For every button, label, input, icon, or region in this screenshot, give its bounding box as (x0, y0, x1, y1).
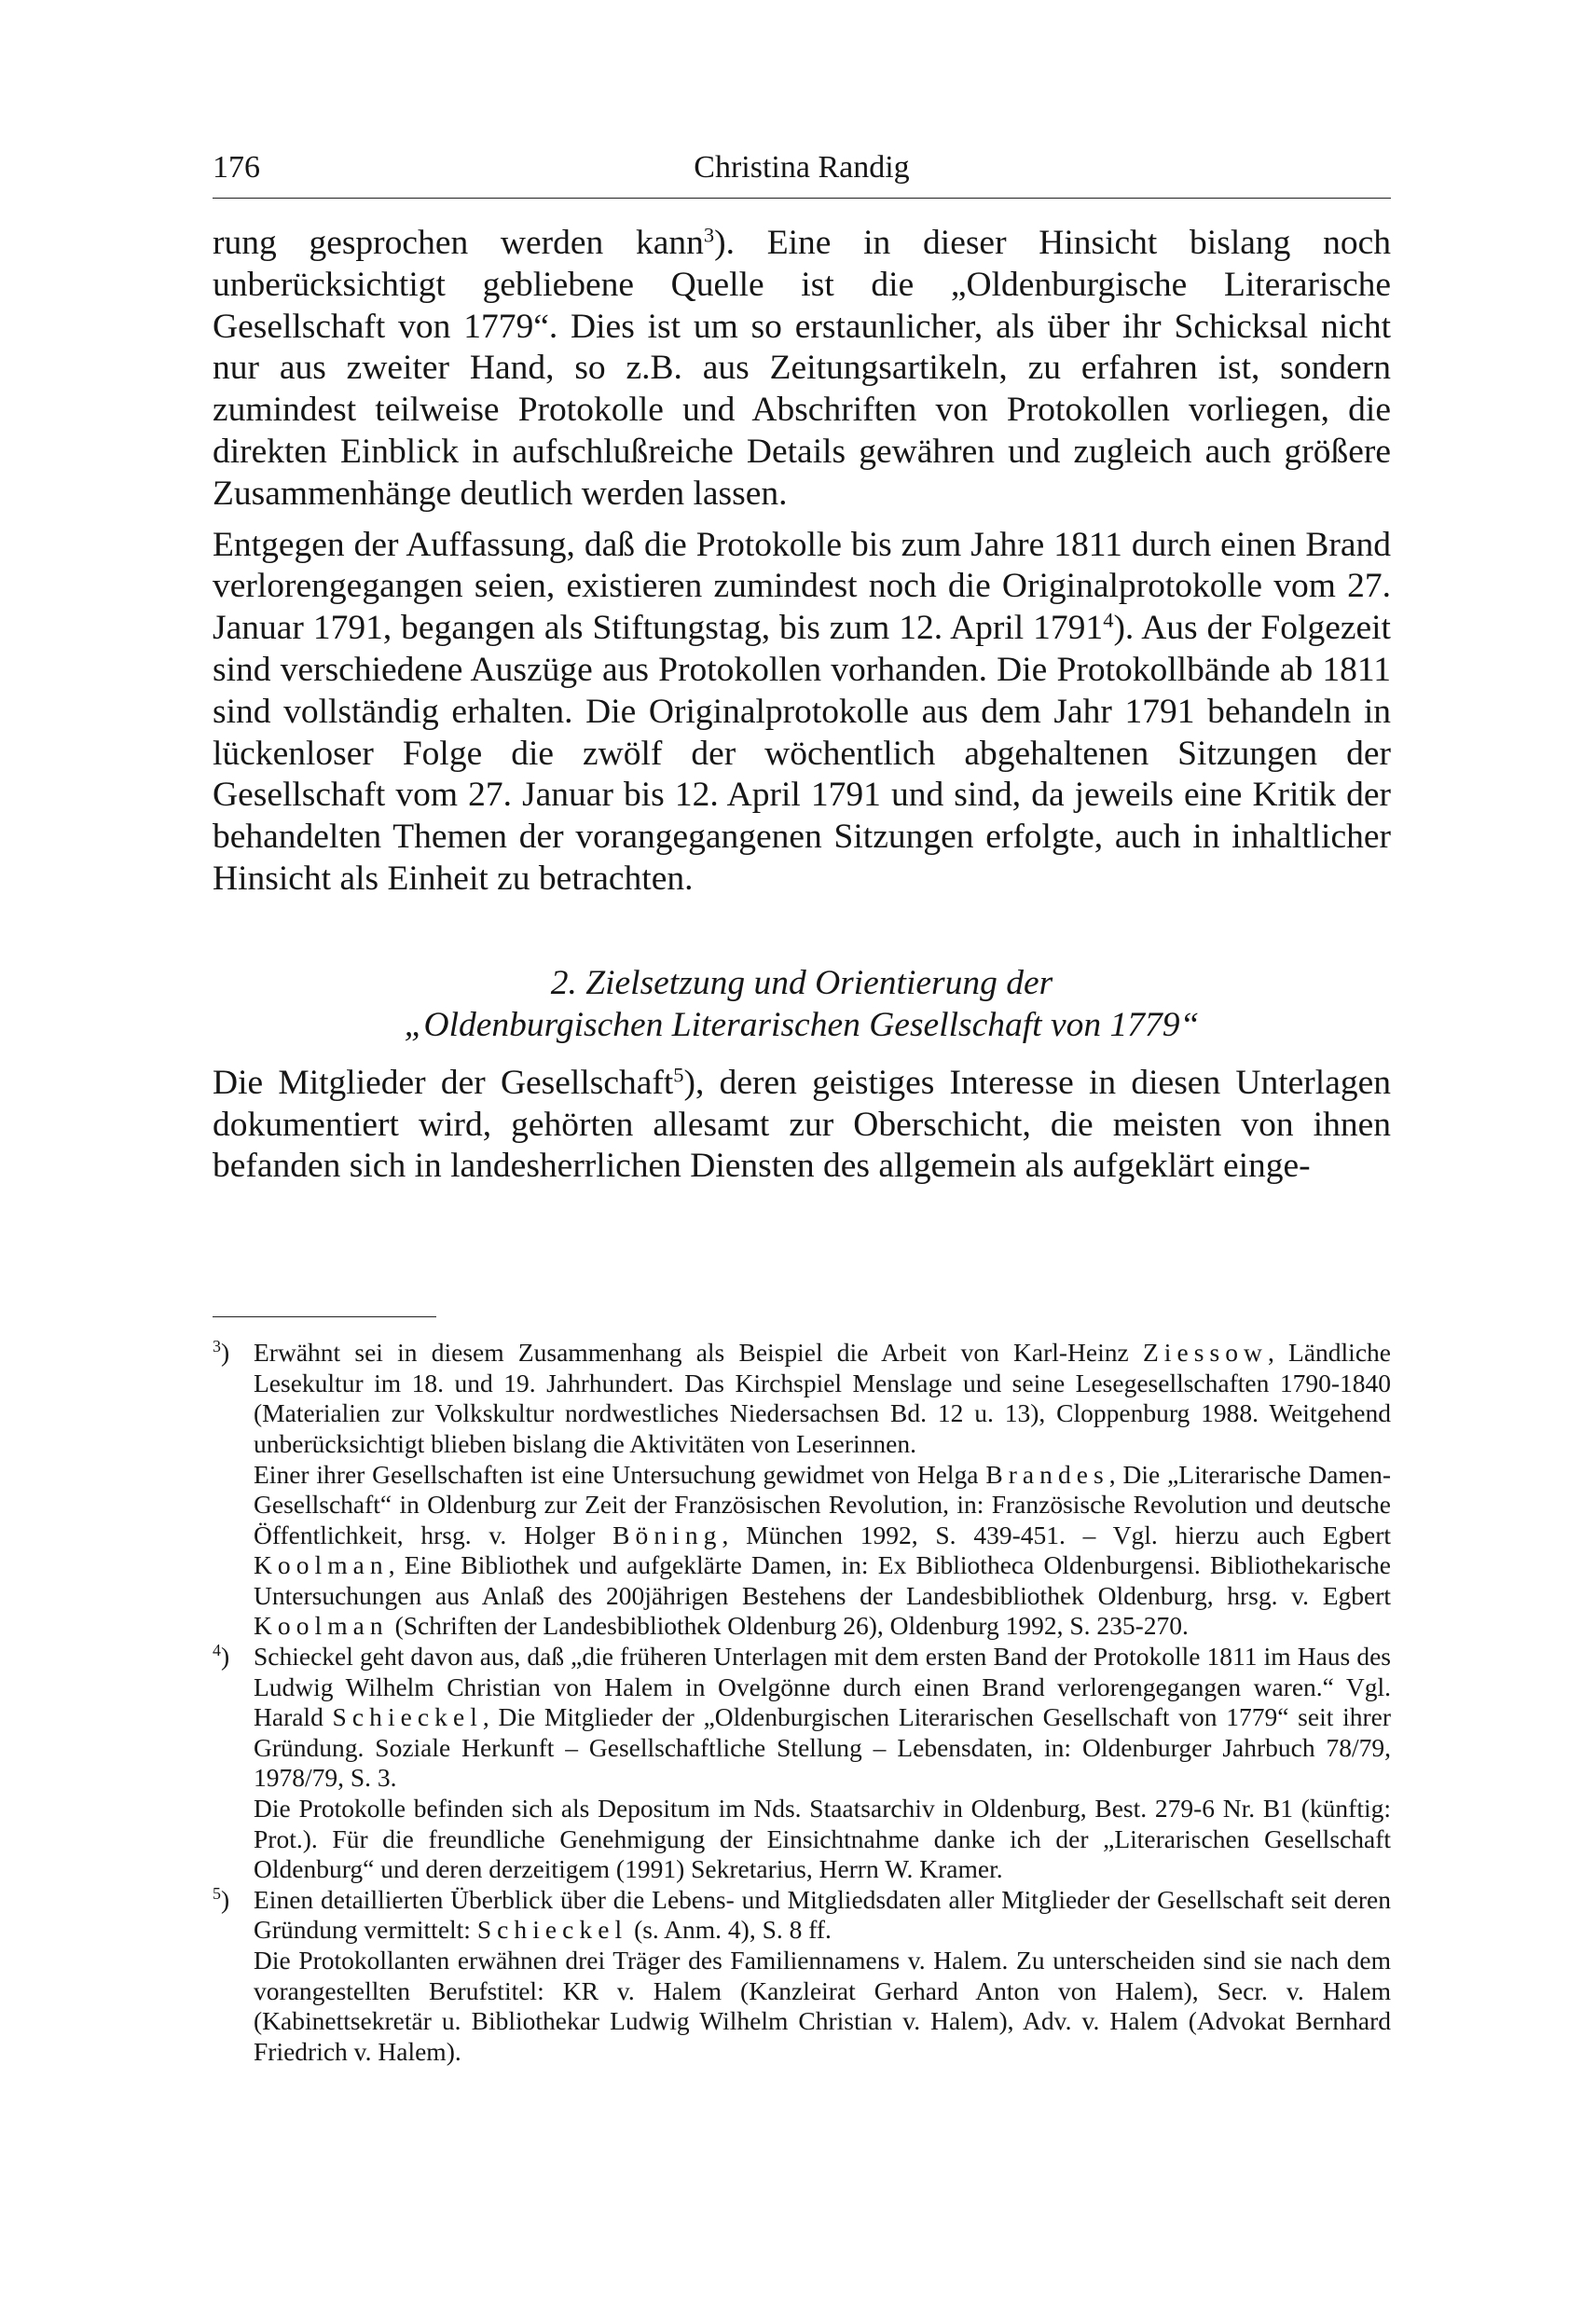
page-number: 176 (213, 150, 260, 185)
footnote-4 (213, 1642, 1391, 1885)
fn5-author: Schieckel (476, 1915, 628, 1945)
paragraph-2-text-b: ). Aus der Folgezeit sind verschiedene Auszüge aus Protokollen vorhanden. Die Protokollbände ab 1811 sind vollständig erhalten. Die Originalprotokolle aus dem Jahr 1791 behandeln in lückenloser Folge die zwölf der wöchentlich abgehaltenen Sitzungen der Gesellschaft vom 27. Januar bis 12. April 1791 und sind, da jeweils eine Kritik der behandelten Themen der vorangegangenen Sitzungen erfolgte, auch in inhaltlicher Hinsicht als Einheit zu betrachten. (213, 609, 1391, 898)
fn4-author: Schieckel (332, 1702, 483, 1732)
fn3-author: Koolman (254, 1550, 389, 1580)
fn3-text: , Eine Bibliothek und aufgeklärte Damen, in: Ex Bibliotheca Oldenburgensi. Bibliothekarische Untersuchungen aus Anlaß des 200jährigen Bestehens der Landesbibliothek Oldenburg, hrsg. v. Egbert (254, 1550, 1391, 1610)
footnote-3-body (254, 1338, 1391, 1642)
footnote-3 (213, 1338, 1391, 1642)
footnote-5-para-1 (254, 1885, 1391, 1946)
fn3-text: Erwähnt sei in diesem Zusammenhang als Beispiel die Arbeit von Karl-Heinz (254, 1338, 1143, 1368)
footnote-4-mark (213, 1642, 254, 1885)
main-text (213, 223, 1391, 1188)
footnote-5 (213, 1885, 1391, 2068)
paragraph-1 (213, 223, 1391, 516)
footnote-divider (213, 1316, 436, 1317)
fn3-text: Einer ihrer Gesellschaften ist eine Untersuchung gewidmet von Helga (254, 1459, 986, 1489)
footnote-ref-5: 5 (673, 1063, 684, 1087)
footnote-ref-4: 4 (1103, 608, 1114, 632)
fn3-text: , München 1992, S. 439-451. – Vgl. hierzu auch Egbert (722, 1520, 1392, 1549)
footnote-3-paren: ) (220, 1338, 230, 1368)
paragraph-3 (213, 1063, 1391, 1188)
section-heading-line-1: 2. Zielsetzung und Orientierung der (550, 963, 1053, 1002)
footnote-5-number: 5 (213, 1884, 221, 1903)
fn3-author: Böning (612, 1520, 722, 1549)
footnote-3-mark (213, 1338, 254, 1642)
footnote-5-paren: ) (220, 1884, 230, 1914)
fn5-text: (s. Anm. 4), S. 8 ff. (627, 1915, 832, 1945)
fn4-text: Schieckel geht davon aus, daß „die früheren Unterlagen mit dem ersten Band der Protokolle 1811 im Haus des Ludwig Wilhelm Christian von Halem in Ovelgönne durch einen Brand verlorengegangen waren.“ Vgl. Harald (254, 1642, 1391, 1732)
fn3-text: , Ländliche Lesekultur im 18. und 19. Jahrhundert. Das Kirchspiel Menslage und seine Lesegesellschaften 1790-1840 (Materialien zur Volkskultur nordwestliches Niedersachsen Bd. 12 u. 13), Cloppenburg 1988. Weitgehend unberücksichtigt blieben bislang die Aktivitäten von Leserinnen. (254, 1338, 1391, 1458)
fn3-author: Ziessow (1142, 1338, 1268, 1368)
footnote-3-para-2 (254, 1460, 1391, 1643)
fn3-text: , Die „Literarische Damen-Gesellschaft“ in Oldenburg zur Zeit der Französischen Revolution, in: Französische Revolution und deutsche Öffentlichkeit, hrsg. v. Holger (254, 1459, 1391, 1549)
footnote-3-number: 3 (213, 1337, 221, 1356)
paragraph-3-text-a: Die Mitglieder der Gesellschaft (213, 1063, 674, 1102)
footnote-5-body (254, 1885, 1391, 2068)
footnotes (213, 1338, 1391, 2067)
section-heading (213, 962, 1391, 1046)
footnote-3-para-1 (254, 1338, 1391, 1459)
footnote-4-body (254, 1642, 1391, 1885)
footnote-4-number: 4 (213, 1641, 221, 1660)
footnote-5-mark (213, 1885, 254, 2068)
fn5-text: Einen detaillierten Überblick über die Lebens- und Mitgliedsdaten aller Mitglieder der Gesellschaft seit deren Gründung vermittelt: (254, 1884, 1391, 1945)
fn3-author: Brandes (985, 1459, 1109, 1489)
footnote-4-para-2: Die Protokolle befinden sich als Depositum im Nds. Staatsarchiv in Oldenburg, Best. 279-6 Nr. B1 (künftig: Prot.). Für die freundliche Genehmigung der Einsichtnahme danke ich der „Literarischen Gesellschaft Oldenburg“ und deren derzeitigem (1991) Sekretarius, Herrn W. Kramer. (254, 1794, 1391, 1884)
paragraph-2 (213, 525, 1391, 901)
footnote-4-para-1 (254, 1642, 1391, 1794)
paragraph-1-text-a: rung gesprochen werden kann (213, 224, 704, 262)
footnote-5-para-2: Die Protokollanten erwähnen drei Träger des Familiennamens v. Halem. Zu unterscheiden sind sie nach dem vorangestellten Berufstitel: KR v. Halem (Kanzleirat Gerhard Anton von Halem), Secr. v. Halem (Kabinettsekretär u. Bibliothekar Ludwig Wilhelm Christian v. Halem), Adv. v. Halem (Advokat Bernhard Friedrich v. Halem). (254, 1946, 1391, 2066)
running-title: Christina Randig (694, 150, 910, 185)
footnote-4-paren: ) (220, 1642, 230, 1672)
section-heading-line-2: „Oldenburgischen Literarischen Gesellschaft von 1779“ (404, 1005, 1200, 1044)
footnote-ref-3: 3 (703, 223, 715, 247)
book-page (213, 149, 1391, 2067)
paragraph-2-text-a: Entgegen der Auffassung, daß die Protokolle bis zum Jahre 1811 durch einen Brand verlorengegangen seien, existieren zumindest noch die Originalprotokolle vom 27. Januar 1791, begangen als Stiftungstag, bis zum 12. April 1791 (213, 525, 1391, 648)
running-header (213, 149, 1391, 199)
paragraph-1-text-b: ). Eine in dieser Hinsicht bislang noch unberücksichtigt gebliebene Quelle ist die „Oldenburgische Literarische Gesellschaft von 1779“. Dies ist um so erstaunlicher, als über ihr Schicksal nicht nur aus zweiter Hand, so z.B. aus Zeitungsartikeln, zu erfahren ist, sondern zumindest teilweise Protokolle und Abschriften von Protokollen vorliegen, die direkten Einblick in aufschlußreiche Details gewähren und zugleich auch größere Zusammenhänge deutlich werden lassen. (213, 224, 1391, 513)
paragraph-3-text-b: ), deren geistiges Interesse in diesen Unterlagen dokumentiert wird, gehörten allesamt zur Oberschicht, die meisten von ihnen befanden sich in landesherrlichen Diensten des allgemein als aufgeklärt einge- (213, 1063, 1391, 1186)
fn4-text: , Die Mitglieder der „Oldenburgischen Literarischen Gesellschaft von 1779“ seit ihrer Gründung. Soziale Herkunft – Gesellschaftliche Stellung – Lebensdaten, in: Oldenburger Jahrbuch 78/79, 1978/79, S. 3. (254, 1702, 1391, 1793)
fn3-author: Koolman (254, 1611, 389, 1641)
fn3-text: (Schriften der Landesbibliothek Oldenburg 26), Oldenburg 1992, S. 235-270. (388, 1611, 1189, 1641)
